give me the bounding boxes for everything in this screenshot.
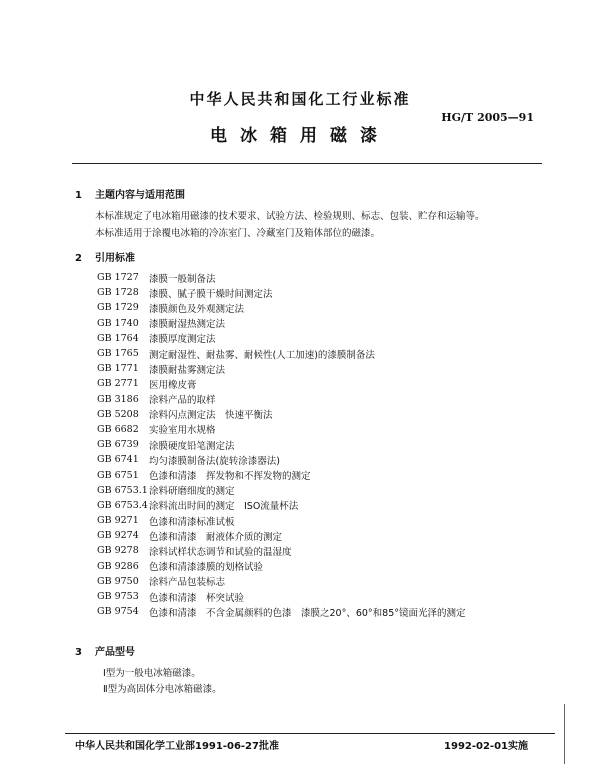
standard-code: HG/T 2005—91 — [441, 111, 534, 124]
section-1-paragraph: 本标准适用于涂覆电冰箱的冷冻室门、冷藏室门及箱体部位的磁漆。 — [95, 228, 381, 239]
reference-code: GB 1771 — [97, 363, 139, 375]
section-1-heading — [75, 186, 185, 201]
reference-code: GB 9750 — [97, 575, 139, 587]
reference-title: 色漆和清漆 挥发物和不挥发物的测定 — [149, 471, 311, 483]
reference-code: GB 1727 — [97, 272, 139, 284]
list-item — [97, 467, 557, 482]
reference-code: GB 9274 — [97, 530, 139, 542]
list-item — [97, 422, 557, 437]
section-title: 产品型号 — [95, 647, 135, 658]
reference-code: GB 1764 — [97, 332, 139, 344]
list-item — [97, 361, 557, 376]
standard-type: 中华人民共和国化工行业标准 — [189, 90, 411, 108]
section-title: 主题内容与适用范围 — [95, 190, 185, 201]
reference-code: GB 9278 — [97, 545, 139, 557]
list-item — [97, 574, 557, 589]
list-item — [97, 270, 557, 285]
reference-title: 涂膜硬度铅笔测定法 — [149, 440, 235, 452]
reference-title: 色漆和清漆标准试板 — [149, 516, 235, 528]
reference-list — [97, 270, 557, 619]
list-item — [97, 452, 557, 467]
list-item — [97, 513, 557, 528]
reference-code: GB 6741 — [97, 454, 139, 466]
reference-code: GB 6751 — [97, 469, 139, 481]
reference-title: 涂料产品的取样 — [149, 395, 216, 407]
section-number: 3 — [75, 647, 82, 658]
list-item — [97, 300, 557, 315]
reference-code: GB 6682 — [97, 423, 139, 435]
reference-code: GB 6739 — [97, 439, 139, 451]
section-title: 引用标准 — [95, 253, 135, 264]
list-item — [97, 483, 557, 498]
reference-title: 涂料研磨细度的测定 — [149, 486, 235, 498]
reference-title: 实验室用水规格 — [149, 425, 216, 437]
list-item — [97, 331, 557, 346]
list-item — [97, 528, 557, 543]
reference-title: 漆膜耐湿热测定法 — [149, 319, 226, 331]
section-number: 2 — [75, 253, 82, 264]
list-item — [97, 346, 557, 361]
reference-code: GB 6753.1 — [97, 484, 148, 496]
reference-code: GB 5208 — [97, 408, 139, 420]
approval-date: 中华人民共和国化学工业部1991-06-27批准 — [75, 741, 279, 752]
section-3-paragraph: Ⅱ型为高固体分电冰箱磁漆。 — [103, 684, 222, 695]
reference-title: 色漆和清漆 耐液体介质的测定 — [149, 531, 283, 543]
reference-title: 色漆和清漆 不含金属颜料的色漆 漆膜之20°、60°和85°镜面光泽的测定 — [149, 607, 466, 619]
list-item — [97, 392, 557, 407]
reference-title: 色漆和清漆漆膜的划格试验 — [149, 562, 264, 574]
reference-title: 涂料闪点测定法 快速平衡法 — [149, 410, 273, 422]
reference-code: GB 1729 — [97, 302, 139, 314]
reference-code: GB 9754 — [97, 606, 139, 618]
reference-title: 涂料产品包装标志 — [149, 577, 226, 589]
footer-divider — [65, 733, 555, 734]
section-number: 1 — [75, 190, 82, 201]
reference-title: 医用橡皮膏 — [149, 379, 197, 391]
list-item — [97, 316, 557, 331]
reference-title: 测定耐湿性、耐盐雾、耐候性(人工加速)的漆膜制备法 — [149, 349, 375, 361]
section-1-paragraph: 本标准规定了电冰箱用磁漆的技术要求、试验方法、检验规则、标志、包装、贮存和运输等。 — [95, 211, 485, 222]
reference-code: GB 6753.4 — [97, 499, 148, 511]
reference-code: GB 9286 — [97, 560, 139, 572]
list-item — [97, 376, 557, 391]
scan-edge-mark — [564, 704, 565, 764]
reference-title: 均匀漆膜制备法(旋转涂漆器法) — [149, 455, 280, 467]
list-item — [97, 604, 557, 619]
reference-title: 漆膜一般制备法 — [149, 273, 216, 285]
reference-title: 色漆和清漆 杯突试验 — [149, 592, 245, 604]
header-divider — [72, 163, 542, 164]
reference-code: GB 1765 — [97, 348, 139, 360]
reference-title: 漆膜、腻子膜干燥时间测定法 — [149, 288, 273, 300]
reference-code: GB 9753 — [97, 591, 139, 603]
reference-title: 涂料流出时间的测定 ISO流量杯法 — [149, 501, 299, 513]
reference-code: GB 1740 — [97, 317, 139, 329]
reference-title: 涂料试样状态调节和试验的温湿度 — [149, 546, 292, 558]
section-2-heading — [75, 249, 135, 264]
section-3-paragraph: Ⅰ型为一般电冰箱磁漆。 — [103, 668, 201, 679]
list-item — [97, 543, 557, 558]
list-item — [97, 407, 557, 422]
list-item — [97, 285, 557, 300]
reference-code: GB 1728 — [97, 287, 139, 299]
reference-code: GB 3186 — [97, 393, 139, 405]
reference-title: 漆膜厚度测定法 — [149, 334, 216, 346]
list-item — [97, 559, 557, 574]
reference-code: GB 2771 — [97, 378, 139, 390]
section-3-heading — [75, 643, 135, 658]
list-item — [97, 498, 557, 513]
reference-code: GB 9271 — [97, 515, 139, 527]
implementation-date: 1992-02-01实施 — [444, 741, 528, 752]
reference-title: 漆膜耐盐雾测定法 — [149, 364, 226, 376]
list-item — [97, 437, 557, 452]
reference-title: 漆膜颜色及外观测定法 — [149, 303, 245, 315]
document-title: 电冰箱用磁漆 — [210, 126, 390, 146]
list-item — [97, 589, 557, 604]
